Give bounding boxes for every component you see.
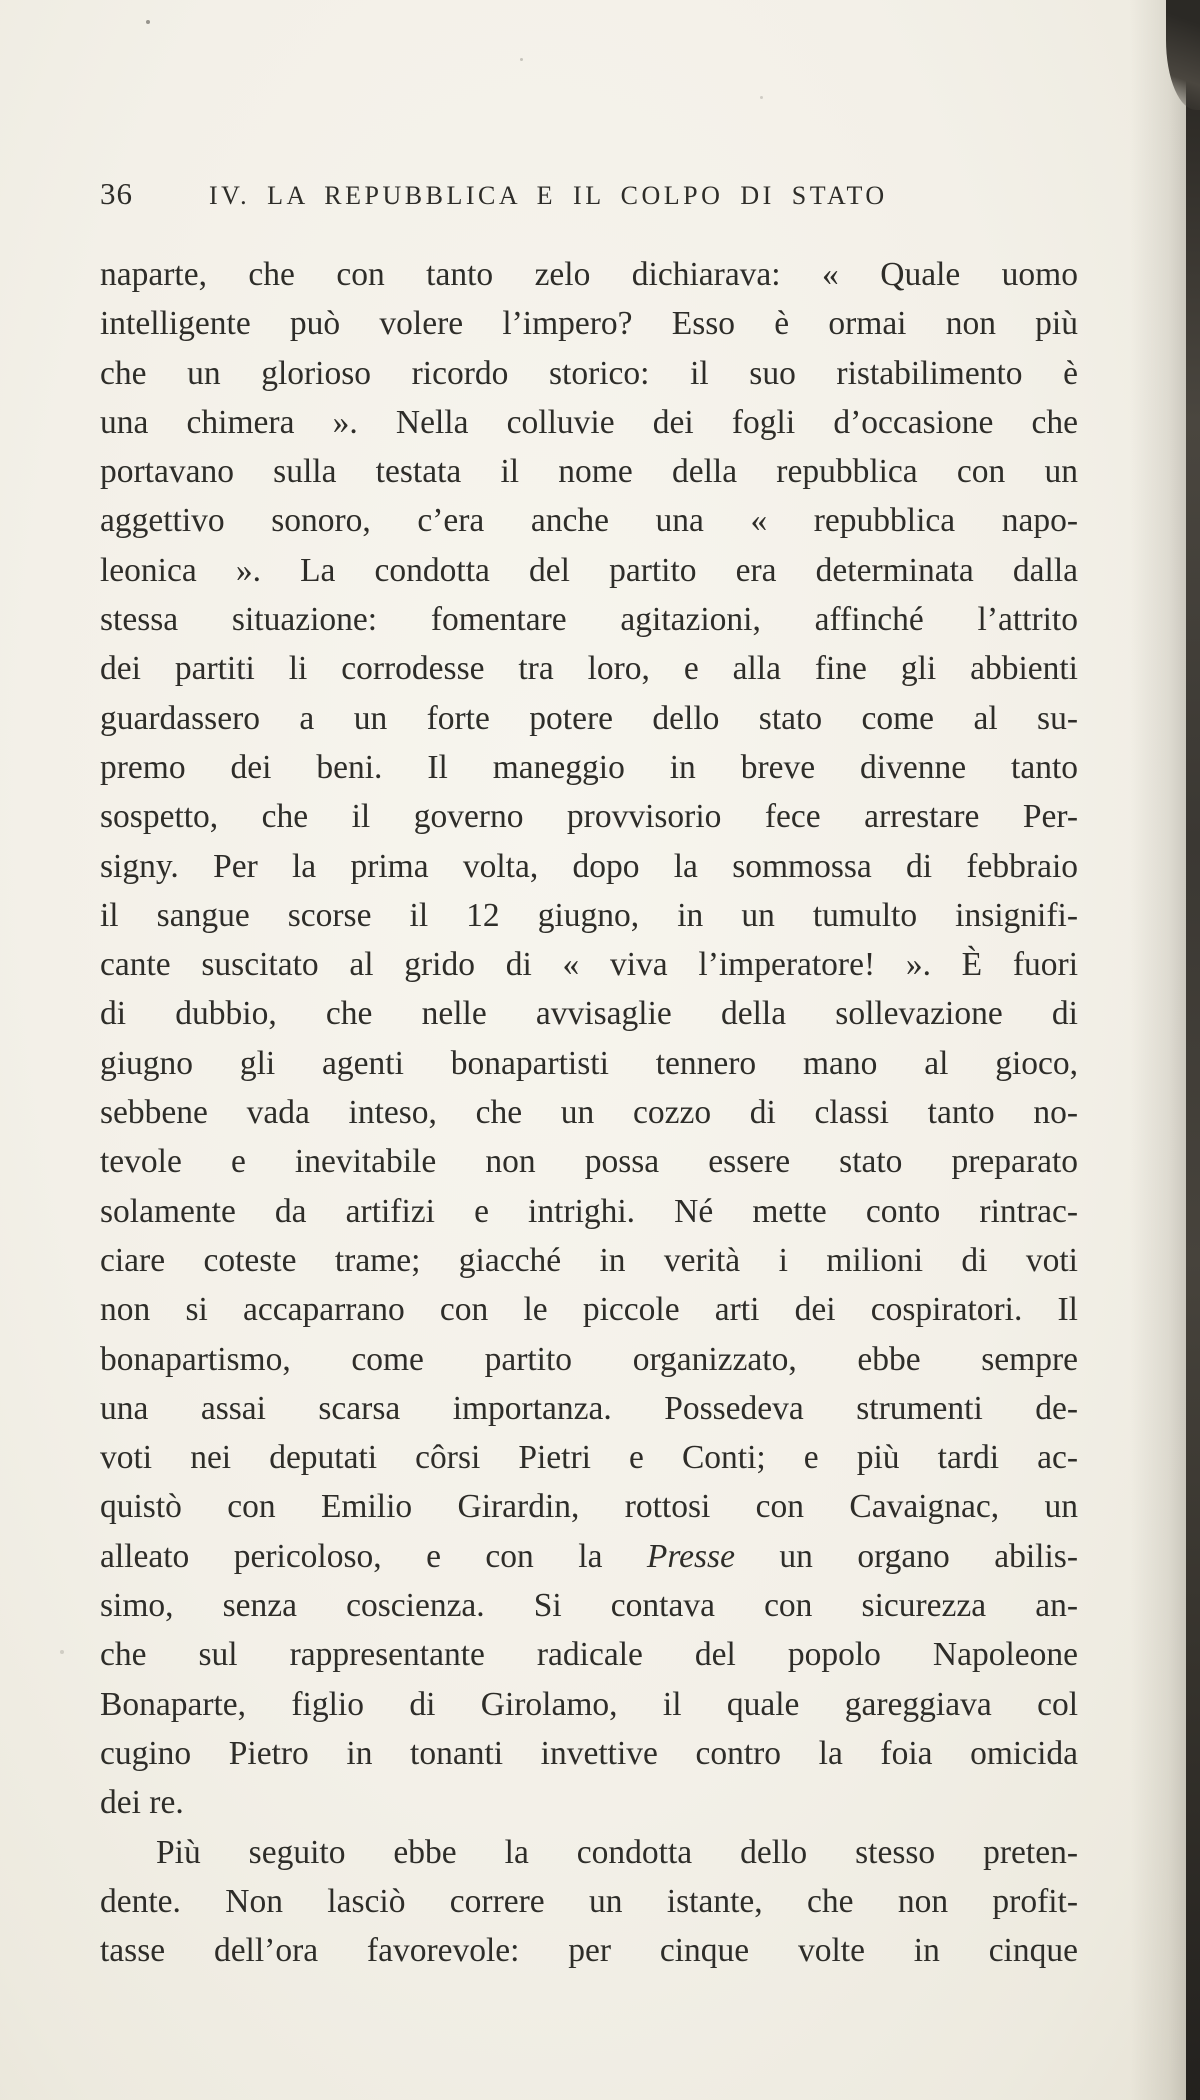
text-line [100, 1285, 1078, 1334]
text-segment: sospetto, che il governo provvisorio fece arrestare Per- [100, 798, 1078, 836]
text-line [100, 1729, 1078, 1778]
text-segment: non si accaparrano con le piccole arti dei cospiratori. Il [100, 1291, 1078, 1329]
text-line [100, 891, 1078, 940]
text-segment: Più seguito ebbe la condotta dello stesso preten- [156, 1833, 1078, 1871]
text-segment: quistò con Emilio Girardin, rottosi con Cavaignac, un [100, 1488, 1078, 1526]
text-segment: Bonaparte, figlio di Girolamo, il quale gareggiava col [100, 1685, 1078, 1723]
page-header [100, 176, 1075, 212]
text-segment: voti nei deputati côrsi Pietri e Conti; e più tardi ac- [100, 1439, 1078, 1477]
text-line [100, 349, 1078, 398]
text-segment: dente. Non lasciò correre un istante, che non profit- [100, 1882, 1078, 1920]
text-line [100, 743, 1078, 792]
text-segment: portavano sulla testata il nome della repubblica con un [100, 453, 1078, 491]
text-segment: giugno gli agenti bonapartisti tennero mano al gioco, [100, 1044, 1078, 1082]
text-segment: stessa situazione: fomentare agitazioni, affinché l’attrito [100, 601, 1078, 639]
text-segment: cugino Pietro in tonanti invettive contro la foia omicida [100, 1734, 1078, 1772]
italic-publication-name: Presse [646, 1537, 735, 1575]
scan-edge-strip [1186, 0, 1200, 2100]
text-segment: leonica ». La condotta del partito era determinata dalla [100, 551, 1078, 589]
scan-corner-mark [1166, 0, 1200, 110]
text-segment: una assai scarsa importanza. Possedeva strumenti de- [100, 1389, 1078, 1427]
text-line [100, 1778, 1078, 1827]
text-line [100, 1828, 1078, 1877]
text-line [100, 1384, 1078, 1433]
text-segment: premo dei beni. Il maneggio in breve divenne tanto [100, 748, 1078, 786]
text-segment: bonapartismo, come partito organizzato, ebbe sempre [100, 1340, 1078, 1378]
text-line [100, 250, 1078, 299]
text-segment: alleato pericoloso, e con la [100, 1537, 647, 1575]
text-segment: una chimera ». Nella colluvie dei fogli d’occasione che [100, 403, 1078, 441]
text-segment: aggettivo sonoro, c’era anche una « repubblica napo- [100, 502, 1078, 540]
text-line [100, 1137, 1078, 1186]
text-line [100, 299, 1078, 348]
text-line [100, 1236, 1078, 1285]
text-line [100, 595, 1078, 644]
text-line [100, 1630, 1078, 1679]
text-line [100, 842, 1078, 891]
text-segment: dei partiti li corrodesse tra loro, e alla fine gli abbienti [100, 650, 1078, 688]
text-line [100, 1877, 1078, 1926]
paper-speck [760, 96, 763, 99]
text-segment: tasse dell’ora favorevole: per cinque volte in cinque [100, 1932, 1078, 1970]
text-segment: che sul rappresentante radicale del popolo Napoleone [100, 1636, 1078, 1674]
paper-speck [146, 20, 150, 24]
text-segment: guardassero a un forte potere dello stato come al su- [100, 699, 1078, 737]
text-line [100, 496, 1078, 545]
text-line [100, 1532, 1078, 1581]
page-number: 36 [100, 176, 133, 211]
text-line [100, 792, 1078, 841]
scan-edge-shadow [1130, 0, 1200, 2100]
text-line [100, 694, 1078, 743]
text-segment: intelligente può volere l’impero? Esso è ormai non più [100, 305, 1078, 343]
text-segment: cante suscitato al grido di « viva l’imperatore! ». È fuori [100, 946, 1078, 984]
body-text [100, 250, 1078, 1975]
text-line [100, 989, 1078, 1038]
running-title: IV. LA REPUBBLICA E IL COLPO DI STATO [209, 181, 888, 210]
paper-speck [520, 58, 523, 61]
text-segment: simo, senza coscienza. Si contava con sicurezza an- [100, 1587, 1078, 1625]
paper-speck [60, 1650, 64, 1654]
text-line [100, 1335, 1078, 1384]
text-segment: dei re. [100, 1784, 184, 1822]
text-segment: solamente da artifizi e intrighi. Né mette conto rintrac- [100, 1192, 1078, 1230]
text-segment: che un glorioso ricordo storico: il suo ristabilimento è [100, 354, 1078, 392]
text-segment: un organo abilis- [734, 1537, 1078, 1575]
text-segment: tevole e inevitabile non possa essere stato preparato [100, 1143, 1078, 1181]
text-line [100, 447, 1078, 496]
text-segment: sebbene vada inteso, che un cozzo di classi tanto no- [100, 1094, 1078, 1132]
text-line [100, 1039, 1078, 1088]
text-line [100, 644, 1078, 693]
text-line [100, 1088, 1078, 1137]
text-line [100, 1926, 1078, 1975]
text-line [100, 546, 1078, 595]
text-segment: di dubbio, che nelle avvisaglie della sollevazione di [100, 995, 1078, 1033]
text-line [100, 398, 1078, 447]
text-line [100, 940, 1078, 989]
text-line [100, 1433, 1078, 1482]
text-line [100, 1187, 1078, 1236]
text-segment: ciare coteste trame; giacché in verità i milioni di voti [100, 1241, 1078, 1279]
text-segment: naparte, che con tanto zelo dichiarava: « Quale uomo [100, 256, 1078, 293]
text-segment: il sangue scorse il 12 giugno, in un tumulto insignifi- [100, 896, 1078, 934]
text-line [100, 1482, 1078, 1531]
text-line [100, 1581, 1078, 1630]
text-segment: signy. Per la prima volta, dopo la sommossa di febbraio [100, 847, 1078, 885]
text-line [100, 1680, 1078, 1729]
